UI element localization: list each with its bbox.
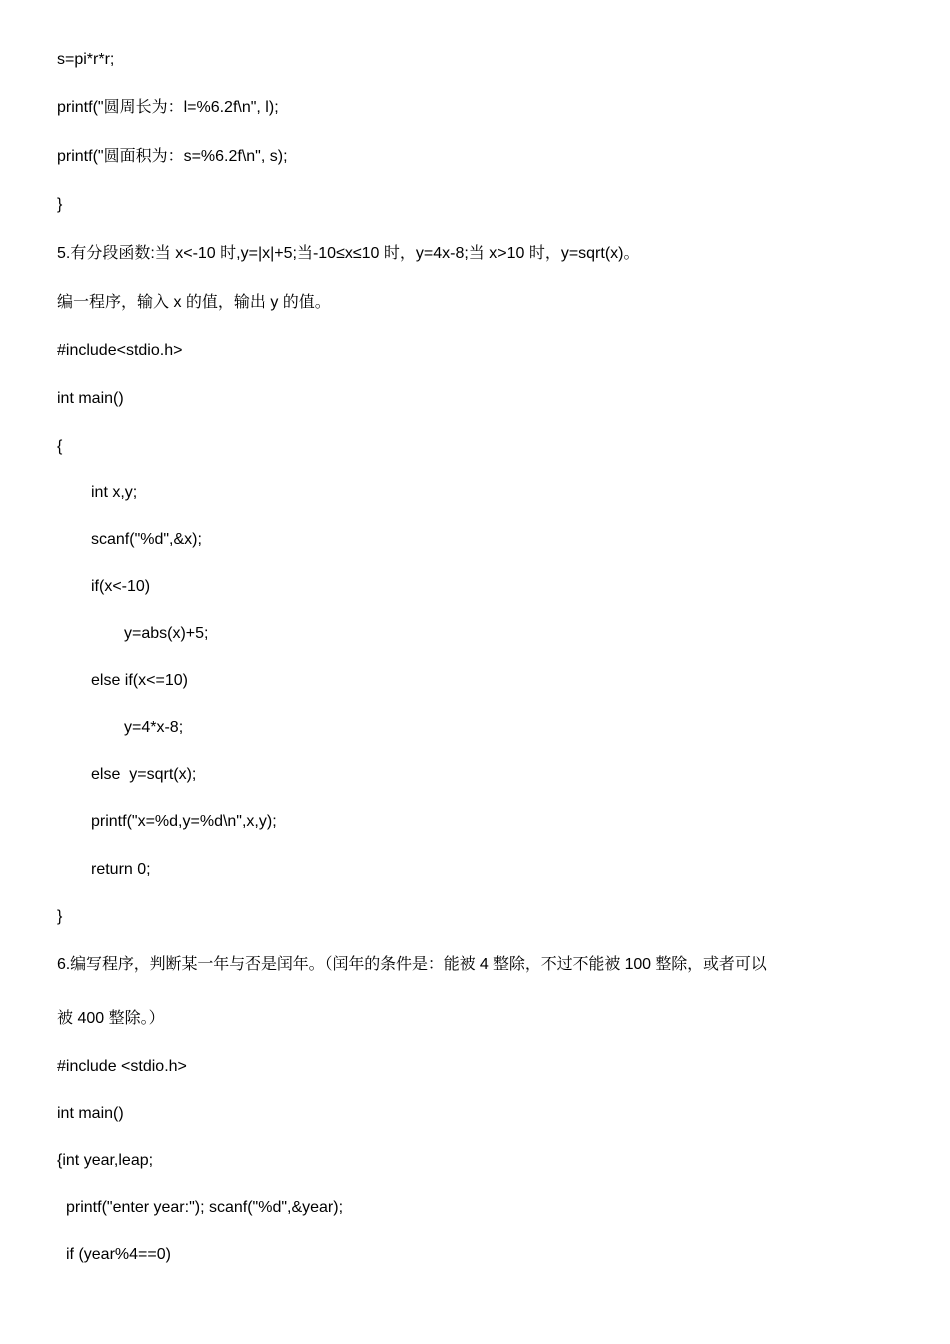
problem-5-statement: 5.有分段函数:当 x<-10 时,y=|x|+5;当-10≤x≤10 时，y=4x-8;当 x>10 时，y=sqrt(x)。	[57, 245, 640, 262]
code-line: printf("enter year:"); scanf("%d",&year);	[66, 1199, 344, 1216]
code-line: return 0;	[91, 861, 151, 878]
problem-6-statement-cont: 被 400 整除。）	[57, 1010, 165, 1027]
code-line: if (year%4==0)	[66, 1246, 171, 1263]
code-line: }	[57, 196, 63, 213]
code-line: if(x<-10)	[91, 578, 151, 595]
code-line: {int year,leap;	[57, 1152, 154, 1169]
code-line: y=abs(x)+5;	[124, 625, 209, 642]
code-line: int main()	[57, 1105, 124, 1122]
code-line: y=4*x-8;	[124, 719, 184, 736]
code-line: s=pi*r*r;	[57, 51, 115, 68]
code-line: else y=sqrt(x);	[91, 766, 197, 783]
code-line: {	[57, 438, 63, 455]
code-line: int main()	[57, 390, 124, 407]
code-line: #include <stdio.h>	[57, 1058, 187, 1075]
code-line: scanf("%d",&x);	[91, 531, 202, 548]
code-line: printf("圆周长为：l=%6.2f\n", l);	[57, 99, 279, 116]
code-line: printf("x=%d,y=%d\n",x,y);	[91, 813, 277, 830]
code-line: int x,y;	[91, 484, 138, 501]
code-line: else if(x<=10)	[91, 672, 188, 689]
code-line: printf("圆面积为：s=%6.2f\n", s);	[57, 148, 288, 165]
problem-5-statement-cont: 编一程序，输入 x 的值，输出 y 的值。	[57, 294, 331, 311]
code-line: #include<stdio.h>	[57, 342, 183, 359]
code-line: }	[57, 908, 63, 925]
problem-6-statement: 6.编写程序，判断某一年与否是闰年。（闰年的条件是：能被 4 整除，不过不能被 100 整除，或者可以	[57, 956, 767, 973]
